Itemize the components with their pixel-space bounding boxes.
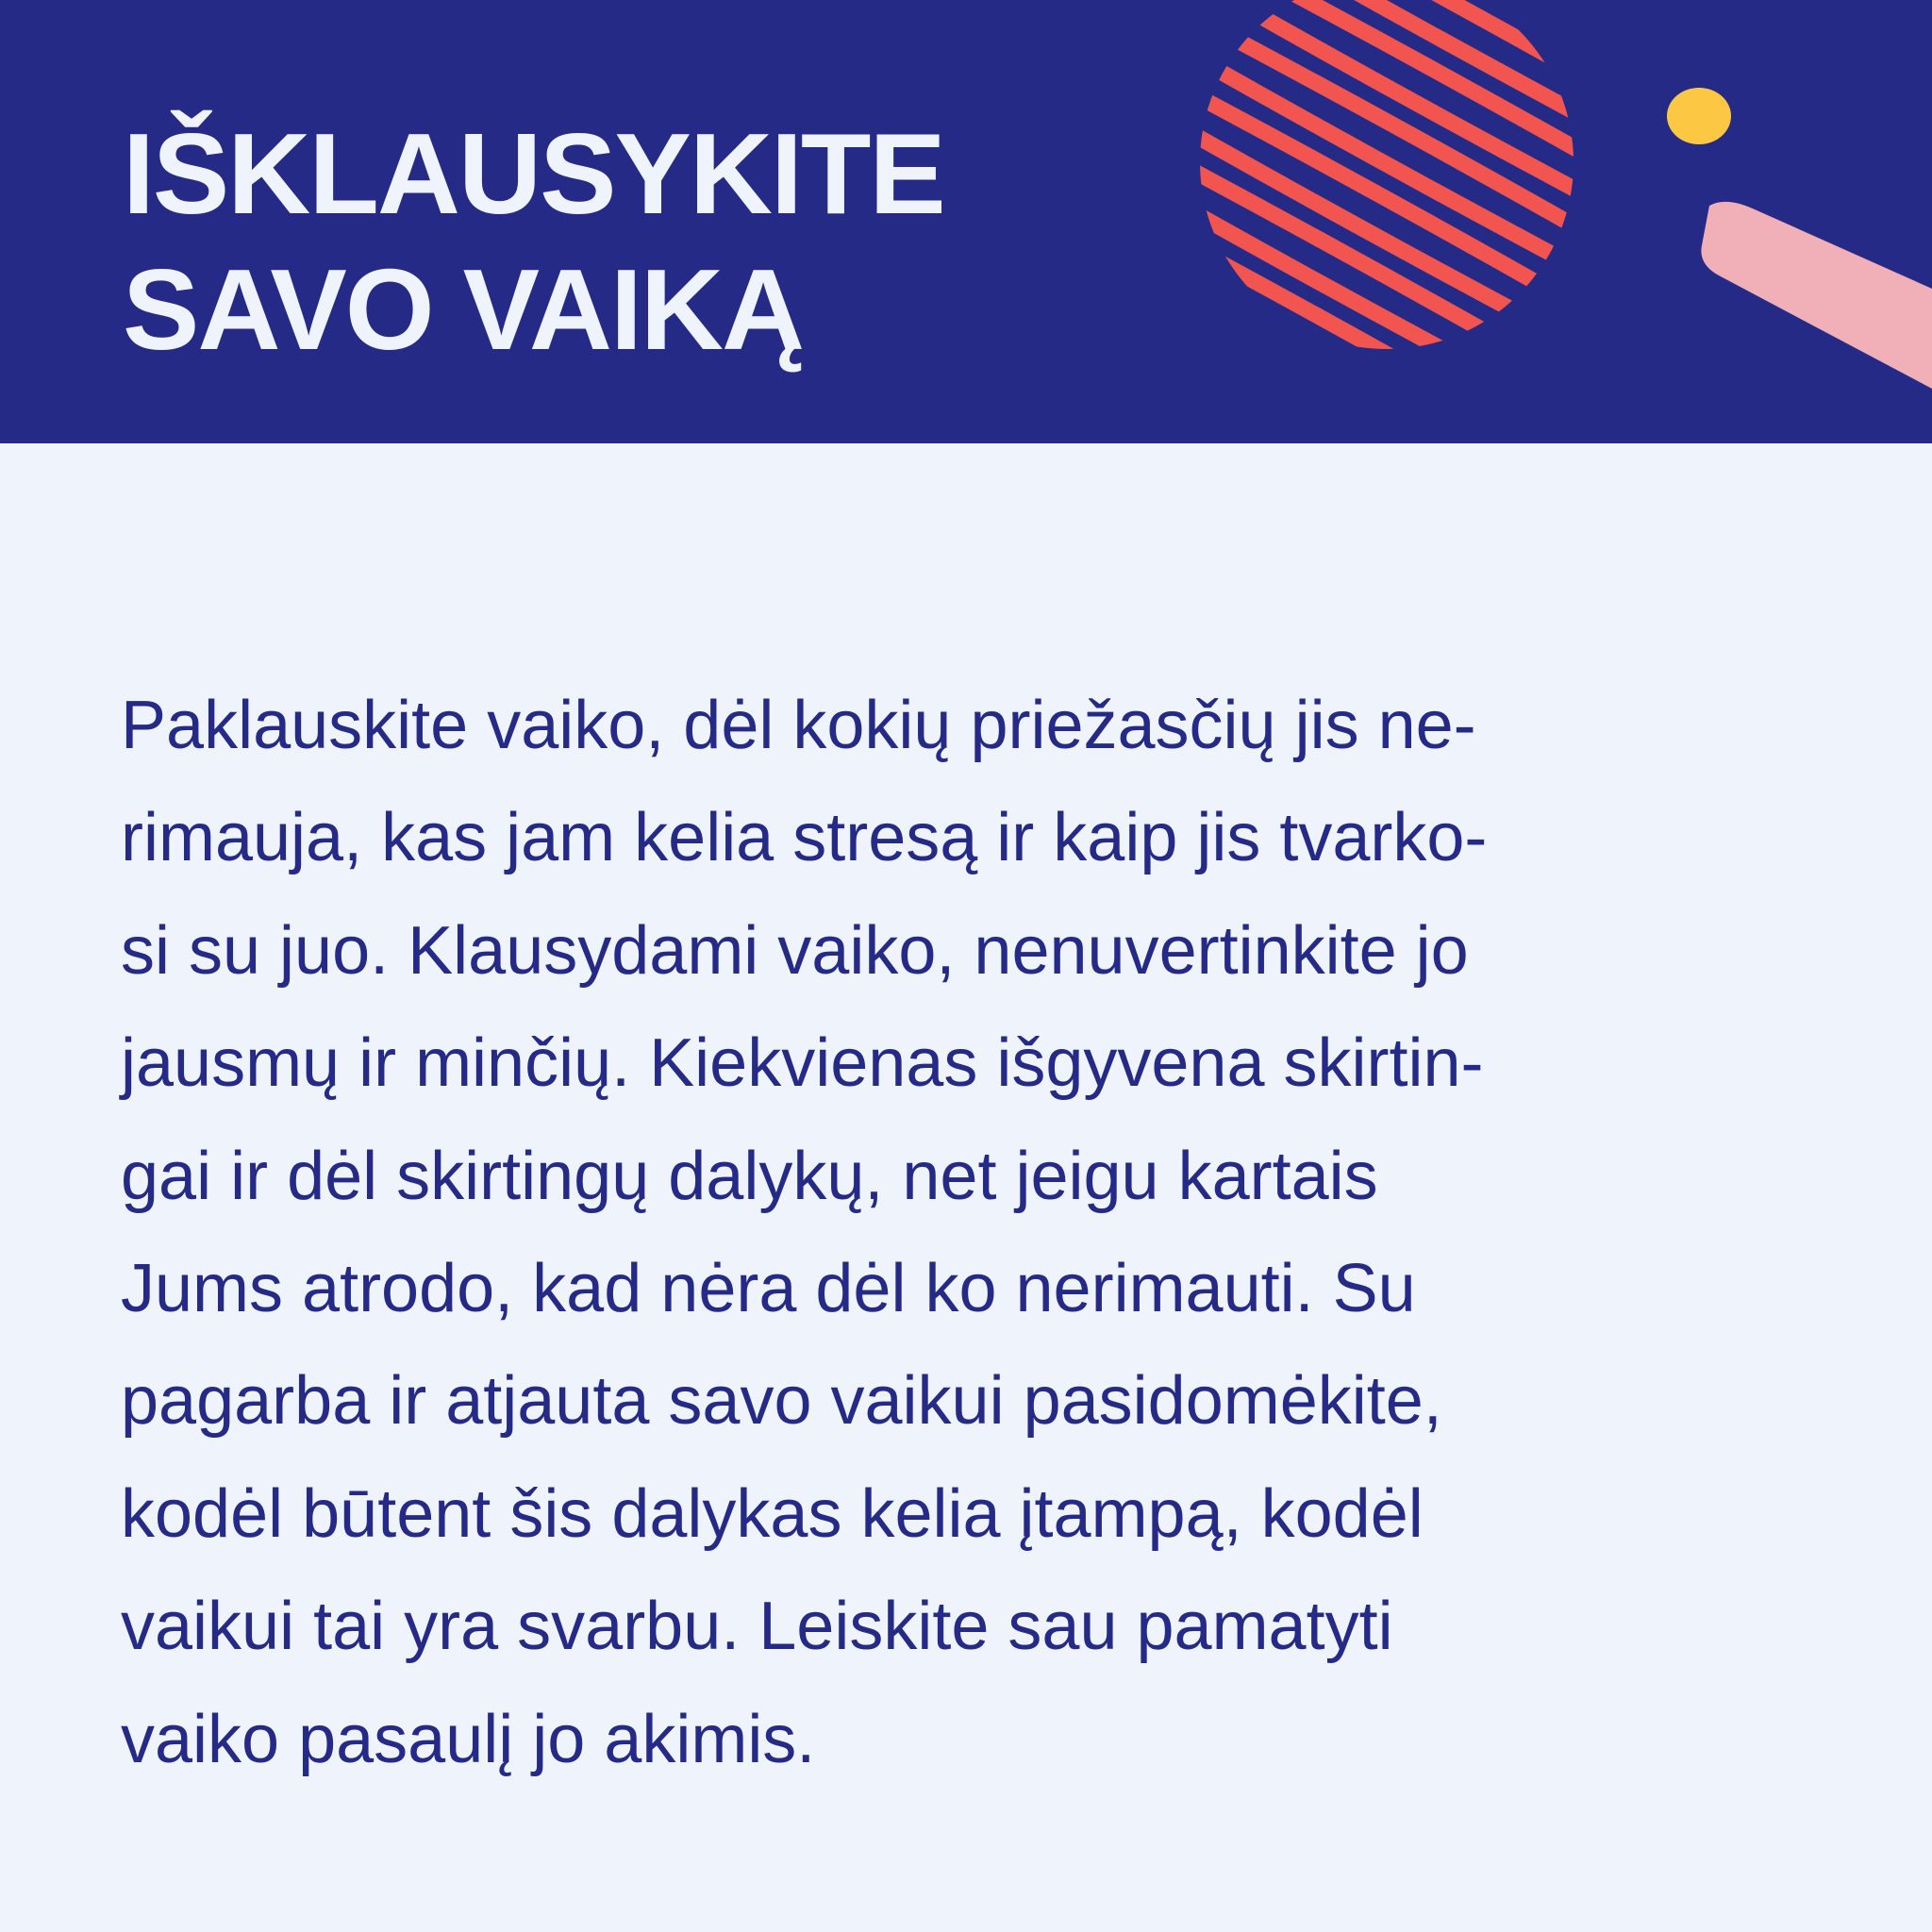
circle-stripe bbox=[1058, 253, 1488, 443]
circle-stripe bbox=[1254, 0, 1684, 132]
striped-circle-icon bbox=[1058, 0, 1717, 443]
title-line-2: SAVO VAIKĄ bbox=[123, 245, 804, 374]
paragraph-line: si su juo. Klausydami vaiko, nenuvertinkite jo bbox=[121, 912, 1469, 989]
decoration-graphics bbox=[0, 0, 1932, 443]
yellow-dot-icon bbox=[1667, 88, 1731, 144]
pink-brush-stroke-icon bbox=[1701, 202, 1932, 389]
body-paragraph bbox=[121, 670, 1649, 1796]
paragraph-line: kodėl būtent šis dalykas kelia įtampą, kodėl bbox=[121, 1475, 1424, 1552]
paragraph-line: pagarba ir atjauta savo vaikui pasidomėkite, bbox=[121, 1363, 1442, 1440]
paragraph-line: vaiko pasaulį jo akimis. bbox=[121, 1701, 816, 1777]
paragraph-line: jausmų ir minčių. Kiekvienas išgyvena skirtin- bbox=[121, 1025, 1484, 1102]
title-line-1: IŠKLAUSYKITE bbox=[123, 109, 944, 238]
paragraph-line: vaikui tai yra svarbu. Leiskite sau pamatyti bbox=[121, 1589, 1393, 1665]
paragraph-line: Jums atrodo, kad nėra dėl ko nerimauti. Su bbox=[121, 1251, 1416, 1327]
circle-stripe bbox=[1074, 223, 1504, 443]
paragraph-line: gai ir dėl skirtingų dalykų, net jeigu kartais bbox=[121, 1138, 1378, 1214]
header-banner bbox=[0, 0, 1932, 443]
paragraph-line: rimauja, kas jam kelia stresą ir kaip jis tvarko- bbox=[121, 800, 1488, 876]
paragraph-line: Paklauskite vaiko, dėl kokių priežasčių jis ne- bbox=[121, 688, 1476, 763]
